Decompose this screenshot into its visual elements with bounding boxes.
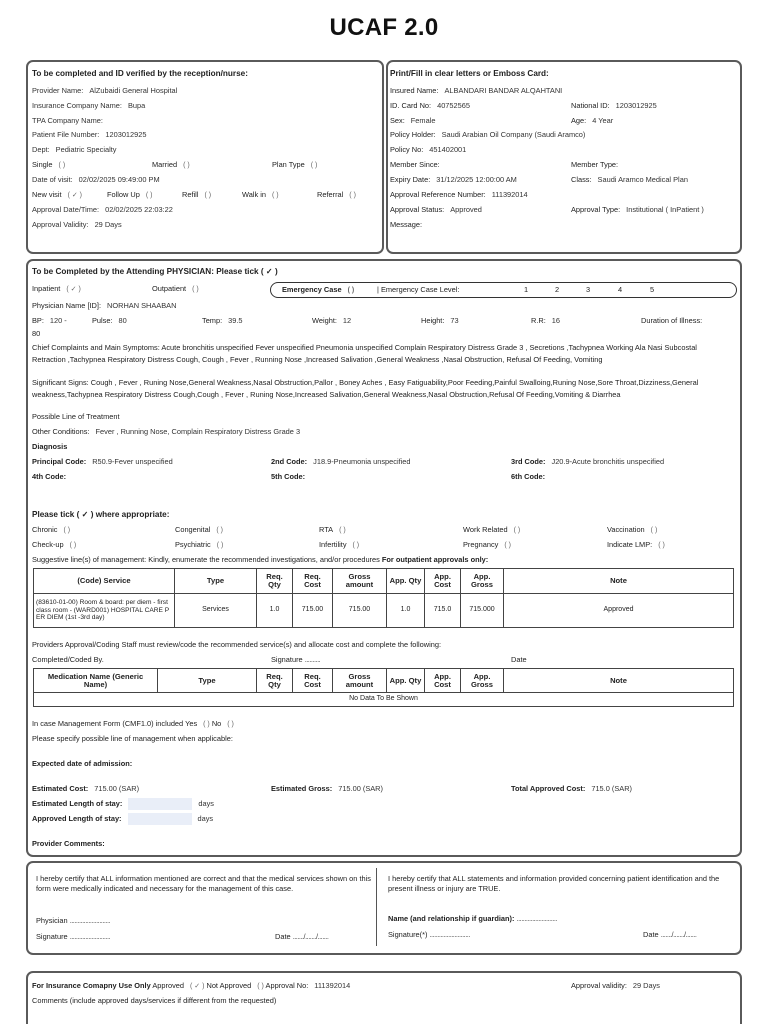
th-app-gross: App. Gross	[461, 569, 504, 594]
th-med-app-gross: App. Gross	[461, 669, 504, 693]
services-table	[33, 568, 734, 628]
suggestive-text: Suggestive line(s) of management: Kindly, enumerate the recommended investigations, and/or procedures For outpatient approvals only:	[32, 555, 489, 564]
outpatient-field[interactable]: Outpatient ( )	[152, 284, 199, 293]
code3-row: 3rd Code: J20.9-Acute bronchitis unspecified	[511, 457, 665, 466]
req-cost-cell: 715.00	[293, 594, 333, 628]
bp-value2: 80	[32, 329, 41, 338]
temp-row: Temp: 39.5	[202, 316, 243, 325]
form-title: UCAF 2.0	[329, 14, 439, 41]
other-conditions-row: Other Conditions: Fever , Running Nose, Complain Respiratory Distress Grade 3	[32, 427, 301, 436]
patient-signature-line[interactable]: Signature(*) ..........................	[388, 930, 470, 939]
single-field[interactable]: Single ( )	[32, 160, 66, 169]
provider-name-row: Provider Name: AlZubaidi General Hospital	[32, 86, 178, 95]
certify-date-line[interactable]: Date ......./......./.......	[275, 932, 329, 941]
chronic-field[interactable]: Chronic ( )	[32, 525, 71, 534]
pulse-row: Pulse: 80	[92, 316, 127, 325]
referral-field[interactable]: Referral ( )	[317, 190, 356, 199]
medication-header-row	[34, 669, 734, 693]
type-cell: Services	[175, 594, 257, 628]
emergency-level-1[interactable]: 1	[524, 285, 529, 294]
rr-row: R.R: 16	[531, 316, 561, 325]
pregnancy-field[interactable]: Pregnancy ( )	[463, 540, 511, 549]
national-id-row: National ID: 1203012925	[571, 101, 657, 110]
app-gross-cell: 715.000	[461, 594, 504, 628]
plan-type-field[interactable]: Plan Type ( )	[272, 160, 318, 169]
th-med-req-qty: Req. Qty	[257, 669, 293, 693]
app-cost-cell: 715.0	[425, 594, 461, 628]
weight-row: Weight: 12	[312, 316, 352, 325]
patient-date-line[interactable]: Date ......./......./.......	[643, 930, 697, 939]
insurance-row: Insurance Company Name: Bupa	[32, 101, 146, 110]
rta-field[interactable]: RTA ( )	[319, 525, 346, 534]
emergency-level-5[interactable]: 5	[650, 285, 655, 294]
provider-comments-label: Provider Comments:	[32, 839, 105, 848]
psychiatric-field[interactable]: Psychiatric ( )	[175, 540, 224, 549]
approved-stay-input[interactable]	[128, 813, 192, 825]
total-approved-row: Total Approved Cost: 715.0 (SAR)	[511, 784, 632, 793]
req-qty-cell: 1.0	[257, 594, 293, 628]
th-app-qty: App. Qty	[387, 569, 425, 594]
vaccination-field[interactable]: Vaccination ( )	[607, 525, 658, 534]
th-medication: Medication Name (Generic Name)	[34, 669, 158, 693]
checkup-field[interactable]: Check-up ( )	[32, 540, 77, 549]
not-approved-tick[interactable]: ( )	[257, 983, 264, 990]
coding-text: Providers Approval/Coding Staff must review/code the recommended service(s) and allocate cost and complete the following:	[32, 640, 442, 649]
emergency-level-label: | Emergency Case Level:	[377, 285, 460, 294]
insurance-validity-row: Approval validity: 29 Days	[571, 981, 660, 990]
th-med-gross: Gross amount	[333, 669, 387, 693]
th-type: Type	[175, 569, 257, 594]
dept-row: Dept: Pediatric Specialty	[32, 145, 117, 154]
code4-label: 4th Code:	[32, 472, 67, 481]
diagnosis-label: Diagnosis	[32, 442, 68, 451]
file-row: Patient File Number: 1203012925	[32, 130, 147, 139]
holder-row: Policy Holder: Saudi Arabian Oil Company (Saudi Aramco)	[390, 130, 586, 139]
th-med-note: Note	[504, 669, 734, 693]
th-note: Note	[504, 569, 734, 594]
table-row	[34, 594, 734, 628]
physician-certification-text: I hereby certify that ALL information mentioned are correct and that the medical services shown on this form were medically indicated and necessary for the management of this case.	[36, 874, 371, 894]
medication-table	[33, 668, 734, 707]
validity-row: Approval Validity: 29 Days	[32, 220, 122, 229]
certify-signature-line[interactable]: Signature ..........................	[36, 932, 111, 941]
table-row	[34, 693, 734, 707]
age-row: Age: 4 Year	[571, 116, 614, 125]
approval-status-row: Approval Status: Approved	[390, 205, 482, 214]
emergency-level-4[interactable]: 4	[618, 285, 623, 294]
emergency-case-field[interactable]: Emergency Case ( )	[282, 285, 355, 294]
expiry-row: Expiry Date: 31/12/2025 12:00:00 AM	[390, 175, 517, 184]
th-med-req-cost: Req. Cost	[293, 669, 333, 693]
approval-type-row: Approval Type: Institutional ( InPatient )	[571, 205, 704, 214]
insurance-comments-label: Comments (include approved days/services if different from the requested)	[32, 996, 277, 1005]
visit-date-row: Date of visit: 02/02/2025 09:49:00 PM	[32, 175, 160, 184]
married-field[interactable]: Married ( )	[152, 160, 190, 169]
physician-header: To be Completed by the Attending PHYSICIAN: Please tick ( ✓ )	[32, 267, 278, 276]
lmp-field[interactable]: Indicate LMP: ( )	[607, 540, 665, 549]
height-row: Height: 73	[421, 316, 459, 325]
physician-signature-line[interactable]: Physician ..........................	[36, 916, 111, 925]
member-since-row: Member Since:	[390, 160, 440, 169]
estimated-gross-row: Estimated Gross: 715.00 (SAR)	[271, 784, 383, 793]
th-med-app-qty: App. Qty	[387, 669, 425, 693]
services-header-row	[34, 569, 734, 594]
approved-stay-row: Approved Length of stay: days	[32, 813, 213, 825]
follow-up-field[interactable]: Follow Up ( )	[107, 190, 153, 199]
th-app-cost: App. Cost	[425, 569, 461, 594]
cmf-row[interactable]: In case Management Form (CMF1.0) included Yes ( ) No ( )	[32, 719, 234, 728]
approved-tick[interactable]: ( ✓ )	[190, 983, 205, 990]
guardian-line[interactable]: Name (and relationship if guardian): ..........................	[388, 914, 557, 923]
completed-label: Completed/Coded By.	[32, 655, 104, 664]
duration-label: Duration of Illness:	[641, 316, 703, 325]
code2-row: 2nd Code: J18.9-Pneumonia unspecified	[271, 457, 411, 466]
specify-text: Please specify possible line of management when applicable:	[32, 734, 233, 743]
congenital-field[interactable]: Congenital ( )	[175, 525, 223, 534]
emergency-level-3[interactable]: 3	[586, 285, 591, 294]
estimated-stay-row: Estimated Length of stay: days	[32, 798, 214, 810]
work-related-field[interactable]: Work Related ( )	[463, 525, 521, 534]
tpa-row: TPA Company Name:	[32, 116, 103, 125]
new-visit-field[interactable]: New visit ( ✓ )	[32, 190, 82, 199]
id-card-row: ID. Card No: 40752565	[390, 101, 470, 110]
th-req-qty: Req. Qty	[257, 569, 293, 594]
code6-label: 6th Code:	[511, 472, 546, 481]
service-cell: (83610-01-00) Room & board: per diem - first class room - (WARD001) HOSPITAL CARE PER DIEM (1st -3rd day)	[34, 594, 175, 628]
no-data-cell: No Data To Be Shown	[34, 693, 734, 707]
inpatient-field[interactable]: Inpatient ( ✓ )	[32, 284, 81, 293]
app-qty-cell: 1.0	[387, 594, 425, 628]
approval-ref-row: Approval Reference Number: 111392014	[390, 190, 528, 199]
estimated-cost-row: Estimated Cost: 715.00 (SAR)	[32, 784, 140, 793]
signs-block: Significant Signs: Cough , Fever , Runing Nose,General Weakness,Nasal Obstruction,Pallor , Boney Aches , Easy Fatiguability,Poor Feeding,Painful Swalloing,Runing Nose,Sore Throat,Dizziness,General weakness,Tachypnea Respiratory Distress Cough,Cough , Fever , Runing Nose,Increased Salivation,General Weakness,Nasal Obstruction,Refusal Of Feeding,Vomiting & Diarrhea	[32, 378, 699, 399]
emergency-level-2[interactable]: 2	[555, 285, 560, 294]
estimated-stay-input[interactable]	[128, 798, 192, 810]
code5-label: 5th Code:	[271, 472, 306, 481]
walk-in-field[interactable]: Walk in ( )	[242, 190, 279, 199]
reception-header: To be completed and ID verified by the reception/nurse:	[32, 69, 248, 78]
infertility-field[interactable]: Infertility ( )	[319, 540, 360, 549]
coding-signature-field[interactable]: Signature ..........	[271, 655, 321, 664]
th-service: (Code) Service	[34, 569, 175, 594]
physician-name-row: Physician Name [ID]: NORHAN SHAABAN	[32, 301, 177, 310]
coding-date-label: Date	[511, 655, 527, 664]
th-gross: Gross amount	[333, 569, 387, 594]
bp-row: BP: 120 -	[32, 316, 67, 325]
principal-code-row: Principal Code: R50.9-Fever unspecified	[32, 457, 173, 466]
th-med-type: Type	[158, 669, 257, 693]
th-med-app-cost: App. Cost	[425, 669, 461, 693]
sex-row: Sex: Female	[390, 116, 436, 125]
class-row: Class: Saudi Aramco Medical Plan	[571, 175, 688, 184]
patient-certification-text: I hereby certify that ALL statements and information provided concerning patient identification and the present illness or injury are TRUE.	[388, 874, 720, 894]
approval-date-row: Approval Date/Time: 02/02/2025 22:03:22	[32, 205, 173, 214]
refill-field[interactable]: Refill ( )	[182, 190, 212, 199]
certification-divider	[376, 868, 377, 946]
line-of-treatment-label: Possible Line of Treatment	[32, 412, 120, 421]
insured-header: Print/Fill in clear letters or Emboss Card:	[390, 69, 549, 78]
tick-header: Please tick ( ✓ ) where appropriate:	[32, 510, 170, 519]
th-req-cost: Req. Cost	[293, 569, 333, 594]
gross-cell: 715.00	[333, 594, 387, 628]
member-type-row: Member Type:	[571, 160, 619, 169]
admission-label: Expected date of admission:	[32, 759, 133, 768]
policy-row: Policy No: 451402001	[390, 145, 467, 154]
note-cell: Approved	[504, 594, 734, 628]
insurance-use-row: For Insurance Comapny Use Only Approved ( ✓ ) Not Approved ( ) Approval No: 111392014	[32, 981, 351, 990]
message-row: Message:	[390, 220, 423, 229]
complaints-block: Chief Complaints and Main Symptoms: Acute bronchitis unspecified Fever unspecified Pneumonia unspecified Complain Respiratory Distress Grade 3 , Secretions ,Tachypnea Working Ala Nasi Subcostal Retraction ,Tachypnea Respiratory Distress Cough, Cough , Fever , Running Nose ,Increased Salivation ,General Weakness ,Nasal Obstruction, Refusal Of Feeding, Vomiting	[32, 343, 697, 364]
insured-name-row: Insured Name: ALBANDARI BANDAR ALQAHTANI	[390, 86, 563, 95]
